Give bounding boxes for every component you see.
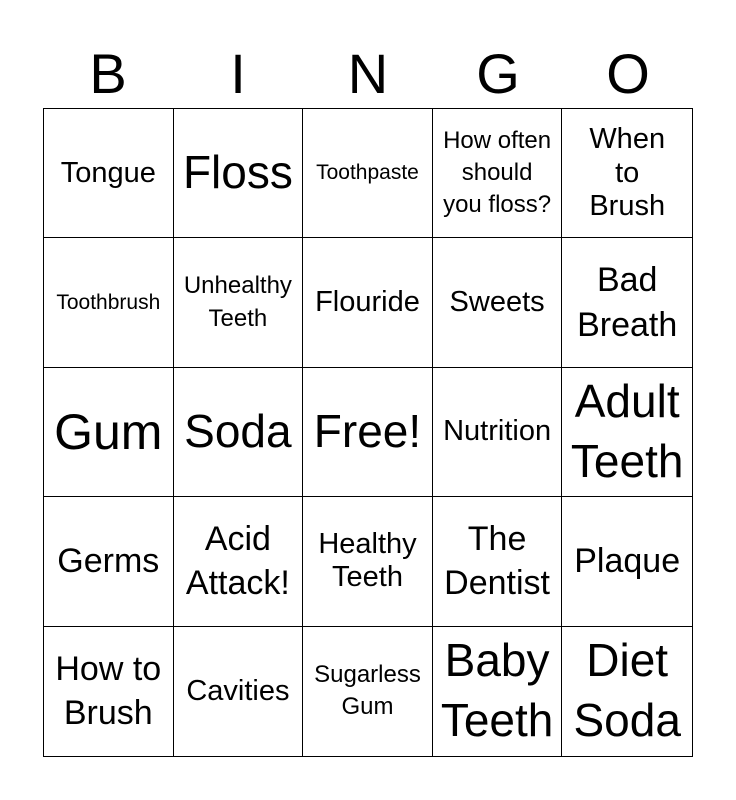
bingo-cell-sugarless-gum[interactable] [303, 627, 433, 756]
bingo-board [43, 108, 693, 757]
cell-label: Sweets [449, 285, 545, 318]
header-letter-g: G [476, 42, 520, 105]
cell-label: Unhealthy Teeth [183, 272, 292, 332]
cell-label: The Dentist [444, 520, 550, 603]
cell-label: Toothpaste [316, 161, 419, 185]
cell-label: Germs [57, 542, 160, 581]
bingo-cell-floss[interactable] [174, 109, 304, 238]
bingo-cell-toothbrush[interactable] [44, 238, 174, 367]
cell-label: Tongue [60, 156, 156, 189]
bingo-cell-acid-attack[interactable] [174, 497, 304, 626]
bingo-cell-bad-breath[interactable] [562, 238, 692, 367]
cell-label: Nutrition [443, 415, 552, 448]
header-letter-n: N [347, 42, 389, 105]
bingo-cell-germs[interactable] [44, 497, 174, 626]
bingo-cell-gum[interactable] [44, 368, 174, 497]
cell-label: Soda [184, 405, 292, 458]
cell-label: Gum [54, 403, 163, 460]
bingo-cell-cavities[interactable] [174, 627, 304, 756]
cell-label: Acid Attack! [185, 520, 290, 603]
header-letter-b: B [89, 42, 127, 105]
cell-label: Free! [313, 405, 422, 458]
cell-label: Adult Teeth [570, 375, 684, 487]
cell-label: Floss [182, 146, 293, 199]
bingo-cell-how-to-brush[interactable] [44, 627, 174, 756]
bingo-cell-adult-teeth[interactable] [562, 368, 692, 497]
bingo-cell-when-to-brush[interactable] [562, 109, 692, 238]
cell-label: How often should you floss? [443, 126, 552, 219]
bingo-cell-plaque[interactable] [562, 497, 692, 626]
bingo-cell-diet-soda[interactable] [562, 627, 692, 756]
bingo-cell-soda[interactable] [174, 368, 304, 497]
cell-label: When to Brush [589, 123, 666, 222]
bingo-cell-baby-teeth[interactable] [433, 627, 563, 756]
cell-label: Diet Soda [573, 634, 681, 747]
bingo-cell-nutrition[interactable] [433, 368, 563, 497]
bingo-cell-healthy-teeth[interactable] [303, 497, 433, 626]
cell-label: Baby Teeth [440, 634, 554, 747]
cell-label: Toothbrush [56, 290, 161, 314]
bingo-cell-toothpaste[interactable] [303, 109, 433, 238]
cell-label: Healthy Teeth [318, 528, 417, 594]
cell-label: Cavities [186, 674, 290, 707]
bingo-cell-how-often-floss[interactable] [433, 109, 563, 238]
bingo-header [43, 40, 693, 108]
header-letter-i: I [230, 42, 246, 105]
bingo-cell-unhealthy-teeth[interactable] [174, 238, 304, 367]
cell-label: Bad Breath [577, 261, 678, 344]
header-letter-o: O [606, 42, 650, 105]
bingo-cell-the-dentist[interactable] [433, 497, 563, 626]
cell-label: Flouride [315, 285, 420, 318]
cell-label: Sugarless Gum [314, 660, 421, 721]
bingo-cell-free[interactable] [303, 368, 433, 497]
bingo-cell-flouride[interactable] [303, 238, 433, 367]
cell-label: How to Brush [55, 650, 162, 733]
cell-label: Plaque [574, 542, 681, 581]
bingo-cell-sweets[interactable] [433, 238, 563, 367]
bingo-cell-tongue[interactable] [44, 109, 174, 238]
